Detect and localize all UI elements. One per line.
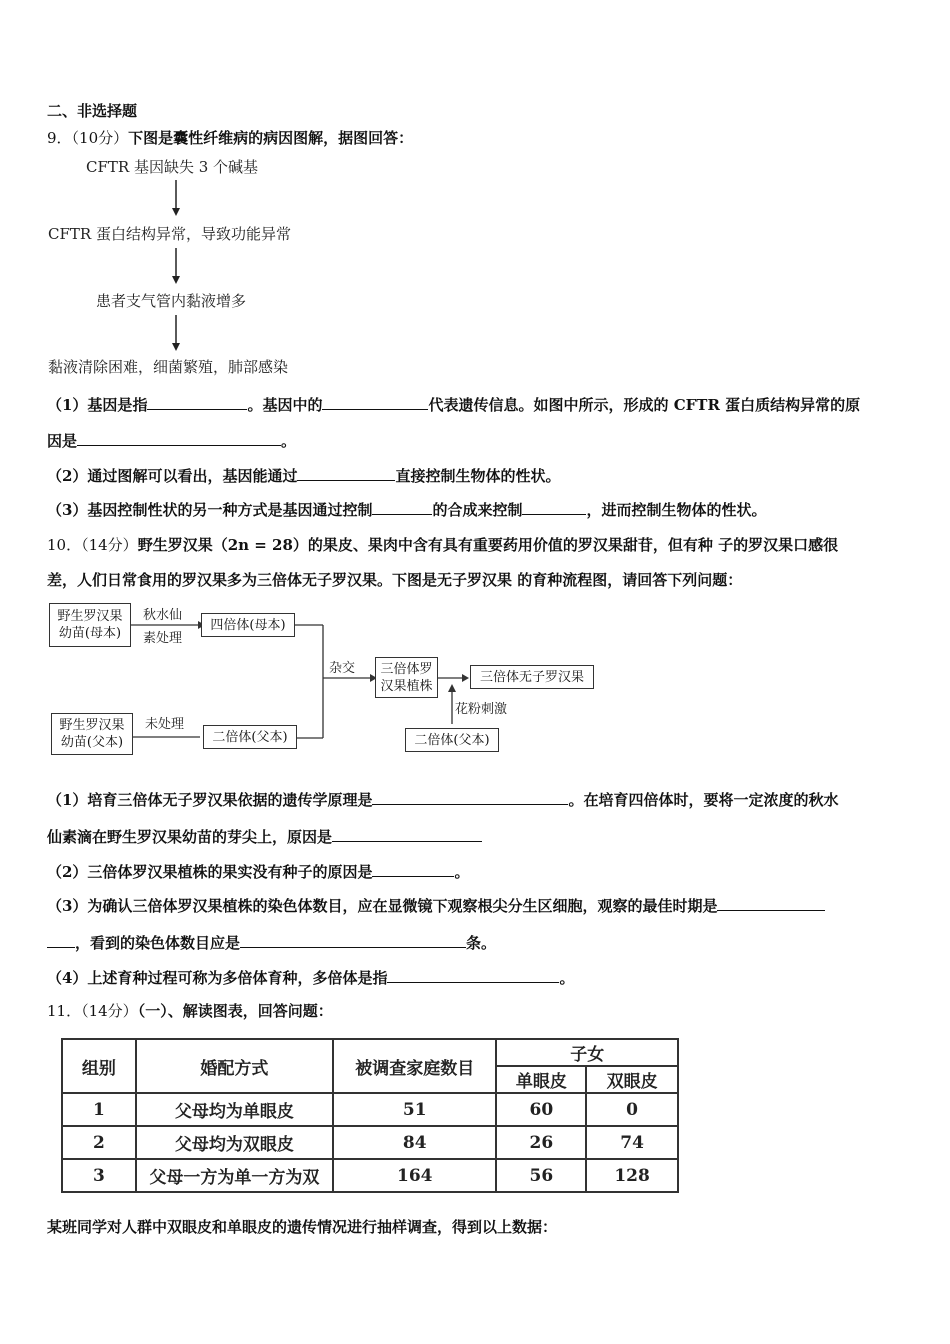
flow-step-3: 患者支气管内黏液增多 — [96, 292, 247, 310]
q9-part3: （3）基因控制性状的另一种方式是基因通过控制 的合成来控制 ，进而控制生物体的性状。 — [47, 501, 767, 519]
label-colchicine-2: 素处理 — [143, 631, 183, 646]
header-double-eyelid: 双眼皮 — [586, 1066, 678, 1093]
q11-footer: 某班同学对人群中双眼皮和单眼皮的遗传情况进行抽样调查，得到以上数据： — [47, 1218, 558, 1236]
box-tetraploid: 四倍体(母本) — [201, 613, 295, 637]
flow-arrow-2 — [170, 246, 182, 286]
answer-blank[interactable] — [372, 861, 454, 877]
q10-number: 10．（14分） — [47, 536, 138, 554]
answer-blank[interactable] — [322, 394, 428, 410]
flow-arrow-3 — [170, 313, 182, 353]
q10-line2: 差，人们日常食用的罗汉果多为三倍体无子罗汉果。下图是无子罗汉果 的育种流程图，请回答下列问题： — [47, 571, 743, 589]
q10-line1: 10．（14分）野生罗汉果（2n = 28）的果皮、果肉中含有具有重要药用价值的罗汉果甜苷，但有种 子的罗汉果口感很 — [47, 536, 839, 554]
answer-blank[interactable] — [47, 932, 75, 948]
box-diploid-father-pollen: 二倍体(父本) — [405, 728, 499, 752]
q9-part2: （2）通过图解可以看出，基因能通过 直接控制生物体的性状。 — [47, 467, 561, 485]
box-triploid-plant: 三倍体罗 汉果植株 — [375, 657, 438, 698]
header-children: 子女 — [496, 1039, 678, 1066]
q9-part1-line1: （1）基因是指 。基因中的 代表遗传信息。如图中所示，形成的 CFTR 蛋白质结构异常的原 — [47, 396, 861, 414]
box-wild-seedling-mother: 野生罗汉果 幼苗(母本) — [49, 603, 131, 647]
label-cross: 杂交 — [329, 661, 356, 676]
q10-part3-line2: ，看到的染色体数目应是 条。 — [47, 932, 496, 953]
answer-blank[interactable] — [77, 430, 281, 446]
q10-part1-line2: 仙素滴在野生罗汉果幼苗的芽尖上，原因是 — [47, 826, 482, 847]
answer-blank[interactable] — [240, 932, 466, 948]
q9-header — [47, 128, 413, 148]
q10-part1-line1: （1）培育三倍体无子罗汉果依据的遗传学原理是 。在培育四倍体时，要将一定浓度的秋水 — [47, 791, 839, 809]
answer-blank[interactable] — [332, 826, 482, 842]
q9-prompt: 下图是囊性纤维病的病因图解，据图回答： — [128, 129, 414, 147]
label-colchicine-1: 秋水仙 — [143, 608, 183, 623]
table-row: 2 父母均为双眼皮 84 26 74 — [62, 1126, 678, 1159]
label-pollen-stimulation: 花粉刺激 — [455, 702, 508, 717]
answer-blank[interactable] — [297, 465, 395, 481]
q9-part1-line2: 因是 。 — [47, 432, 297, 450]
box-triploid-seedless: 三倍体无子罗汉果 — [470, 665, 594, 689]
table-row: 3 父母一方为单一方为双 164 56 128 — [62, 1159, 678, 1192]
box-wild-seedling-father: 野生罗汉果 幼苗(父本) — [51, 713, 133, 755]
flow-arrow-1 — [170, 178, 182, 218]
header-single-eyelid: 单眼皮 — [496, 1066, 586, 1093]
q11-header: 11．（14分）（一）、解读图表，回答问题： — [47, 1002, 333, 1020]
answer-blank[interactable] — [372, 499, 432, 515]
answer-blank[interactable] — [387, 967, 559, 983]
q9-number: 9．（10分） — [47, 129, 129, 147]
answer-blank[interactable] — [522, 499, 586, 515]
answer-blank[interactable] — [372, 789, 568, 805]
flow-step-4: 黏液清除困难，细菌繁殖，肺部感染 — [48, 358, 289, 376]
answer-blank[interactable] — [147, 394, 247, 410]
section-title: 二、非选择题 — [47, 102, 138, 120]
flow-step-2: CFTR 蛋白结构异常，导致功能异常 — [48, 225, 291, 243]
q10-part2: （2）三倍体罗汉果植株的果实没有种子的原因是 。 — [47, 863, 470, 881]
label-untreated: 未处理 — [145, 717, 185, 732]
box-diploid-father: 二倍体(父本) — [203, 725, 297, 749]
header-families: 被调查家庭数目 — [333, 1039, 496, 1093]
survey-table — [61, 1038, 679, 1193]
header-marriage: 婚配方式 — [136, 1039, 333, 1093]
q10-part3-line1: （3）为确认三倍体罗汉果植株的染色体数目，应在显微镜下观察根尖分生区细胞，观察的最佳时期是 — [47, 895, 825, 916]
header-group: 组别 — [62, 1039, 136, 1093]
answer-blank[interactable] — [717, 895, 825, 911]
flow-step-1: CFTR 基因缺失 3 个碱基 — [86, 158, 259, 176]
table-row: 1 父母均为单眼皮 51 60 0 — [62, 1093, 678, 1126]
q11-number: 11．（14分） — [47, 1002, 138, 1020]
q10-part4: （4）上述育种过程可称为多倍体育种，多倍体是指 。 — [47, 969, 575, 987]
